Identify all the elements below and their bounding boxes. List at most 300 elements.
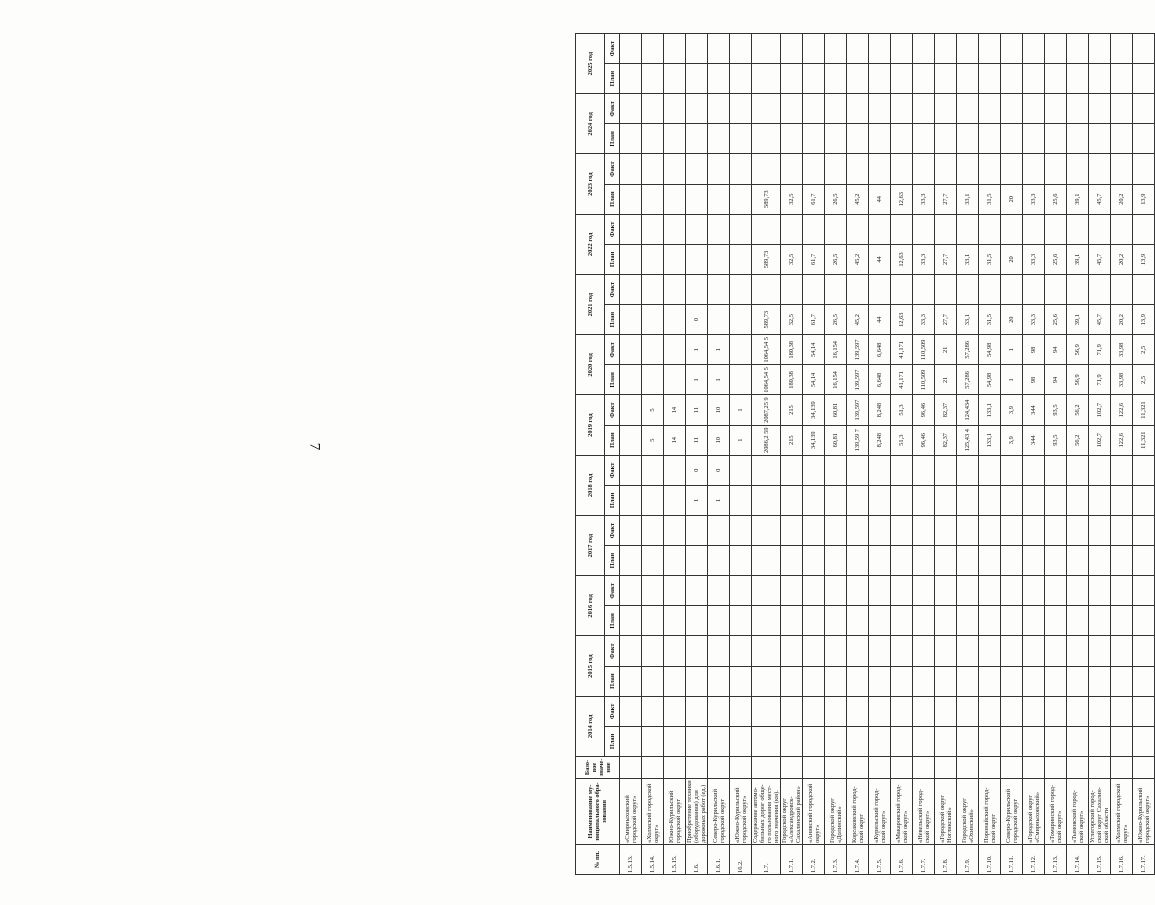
cell-2014-plan [686,726,708,756]
cell-2025-fact [620,34,642,64]
cell-2015-plan [730,666,752,696]
cell-2014-fact [869,696,891,726]
cell-2016-plan [1067,606,1089,636]
cell-2019-plan: 1 [730,425,752,455]
cell-2017-fact [708,516,730,546]
cell-2018-fact: 0 [708,455,730,485]
header-fact: Факт [605,94,620,124]
cell-2017-plan [781,546,803,576]
cell-2015-fact [686,636,708,666]
cell-2022-fact [642,214,664,244]
cell-2018-plan [847,485,869,515]
cell-2017-fact [730,516,752,546]
cell-2023-fact [781,154,803,184]
cell-2024-plan [1023,124,1045,154]
cell-2018-fact [781,455,803,485]
cell-2014-fact [957,696,979,726]
cell-2019-plan: 215 [781,425,803,455]
row-number: 1.6. [686,845,708,875]
cell-2015-plan [803,666,825,696]
row-name: Северо-Курильский городской округ [708,779,730,845]
cell-2015-fact [957,636,979,666]
cell-2023-plan: 45,7 [1089,184,1111,214]
cell-2020-plan: 71,9 [1089,365,1111,395]
cell-2019-plan: 5 [642,425,664,455]
cell-2023-plan [730,184,752,214]
cell-2016-fact [957,576,979,606]
cell-2024-fact [620,94,642,124]
cell-2014-fact [1133,696,1155,726]
table-row [708,34,730,875]
cell-2018-plan [1111,485,1133,515]
cell-2017-plan [1133,546,1155,576]
cell-2019-fact: 5 [642,395,664,425]
row-number: 1.7.13. [1045,845,1067,875]
cell-2015-plan [913,666,935,696]
cell-2025-plan [803,64,825,94]
cell-2019-fact: 133,1 [979,395,1001,425]
cell-2025-plan [913,64,935,94]
cell-2024-fact [664,94,686,124]
cell-2017-plan [752,546,781,576]
cell-2020-fact: 94 [1045,335,1067,365]
cell-2024-fact [1001,94,1023,124]
cell-2023-fact [686,154,708,184]
cell-2021-fact [1089,275,1111,305]
cell-2019-plan: 11,321 [1133,425,1155,455]
cell-2020-plan [730,365,752,395]
cell-2024-plan [891,124,913,154]
row-name: «Смирныховский городской округ» [620,779,642,845]
row-base [1111,757,1133,779]
cell-2015-plan [752,666,781,696]
row-base [642,757,664,779]
row-number: 1.7.5. [869,845,891,875]
cell-2023-fact [1133,154,1155,184]
header-plan: План [605,305,620,335]
cell-2016-fact [847,576,869,606]
cell-2020-fact: 98 [1023,335,1045,365]
cell-2019-fact: 124,434 [957,395,979,425]
table-row [730,34,752,875]
row-name: Северо-Курильский городской округ [1001,779,1023,845]
cell-2019-fact: 60,81 [825,395,847,425]
cell-2024-plan [1089,124,1111,154]
row-name: «Тымовский город-ской округ» [1067,779,1089,845]
cell-2016-plan [730,606,752,636]
row-name: Поронайский город-ской округ [979,779,1001,845]
cell-2025-fact [781,34,803,64]
row-number: 1.7.17. [1133,845,1155,875]
cell-2020-plan: 1 [708,365,730,395]
cell-2015-fact [730,636,752,666]
cell-2020-plan: 1 [686,365,708,395]
cell-2015-fact [891,636,913,666]
cell-2021-plan: 0 [686,305,708,335]
cell-2022-plan: 589,73 [752,244,781,274]
row-name: «Макаровский город-ской округ» [891,779,913,845]
cell-2022-fact [752,214,781,244]
cell-2020-fact: 139,597 [847,335,869,365]
cell-2016-fact [1023,576,1045,606]
cell-2021-fact [620,275,642,305]
cell-2022-plan [708,244,730,274]
cell-2023-fact [708,154,730,184]
cell-2024-fact [1023,94,1045,124]
cell-2017-plan [1045,546,1067,576]
row-name: Южно-Курильский городской округ [664,779,686,845]
cell-2016-fact [825,576,847,606]
cell-2019-fact: 14 [664,395,686,425]
cell-2019-fact: 102,7 [1089,395,1111,425]
cell-2015-fact [847,636,869,666]
cell-2024-plan [708,124,730,154]
cell-2020-fact: 1 [686,335,708,365]
cell-2024-plan [1133,124,1155,154]
cell-2023-plan [686,184,708,214]
cell-2024-fact [1111,94,1133,124]
cell-2023-plan: 31,5 [979,184,1001,214]
cell-2023-fact [1089,154,1111,184]
cell-2021-plan [620,305,642,335]
cell-2022-plan: 20,2 [1111,244,1133,274]
cell-2016-plan [979,606,1001,636]
cell-2022-plan [620,244,642,274]
cell-2025-fact [979,34,1001,64]
cell-2023-fact [803,154,825,184]
cell-2014-fact [1067,696,1089,726]
cell-2022-fact [1089,214,1111,244]
indicators-table [575,33,1155,875]
cell-2022-plan: 12,63 [891,244,913,274]
table-row [957,34,979,875]
cell-2014-fact [664,696,686,726]
cell-2021-fact [664,275,686,305]
cell-2014-fact [847,696,869,726]
header-fact: Факт [605,696,620,726]
cell-2021-plan: 39,1 [1067,305,1089,335]
cell-2021-plan: 33,1 [957,305,979,335]
cell-2018-plan [1067,485,1089,515]
cell-2016-plan [1111,606,1133,636]
cell-2016-fact [781,576,803,606]
cell-2017-fact [979,516,1001,546]
cell-2018-fact [913,455,935,485]
row-base [752,757,781,779]
header-year: 2017 год [576,516,605,576]
cell-2022-plan [730,244,752,274]
cell-2023-plan [642,184,664,214]
row-base [935,757,957,779]
cell-2020-fact: 57,286 [957,335,979,365]
cell-2022-plan [664,244,686,274]
cell-2024-fact [847,94,869,124]
cell-2023-fact [1067,154,1089,184]
header-name: Наименование му-ниципального обра-зования [576,779,620,845]
table-row [979,34,1001,875]
cell-2019-plan: 60,81 [825,425,847,455]
cell-2014-plan [979,726,1001,756]
cell-2022-fact [913,214,935,244]
cell-2023-plan: 20,2 [1111,184,1133,214]
cell-2014-plan [1023,726,1045,756]
cell-2021-fact [869,275,891,305]
cell-2020-plan: 180,38 [781,365,803,395]
cell-2023-fact [1045,154,1067,184]
row-number: 1.6.1. [708,845,730,875]
cell-2019-fact: 51,3 [891,395,913,425]
table-row [1111,34,1133,875]
cell-2019-plan: 2086,2 59 [752,425,781,455]
cell-2021-fact [1111,275,1133,305]
cell-2024-fact [1089,94,1111,124]
table-row [620,34,642,875]
rotated-table-container [575,33,1151,875]
cell-2025-plan [752,64,781,94]
cell-2017-plan [825,546,847,576]
cell-2025-plan [847,64,869,94]
table-row [913,34,935,875]
cell-2019-plan: 51,3 [891,425,913,455]
cell-2017-plan [847,546,869,576]
cell-2015-fact [803,636,825,666]
cell-2025-fact [686,34,708,64]
cell-2024-plan [1045,124,1067,154]
cell-2019-plan: 3,9 [1001,425,1023,455]
header-plan: План [605,244,620,274]
cell-2020-fact: 110,509 [913,335,935,365]
row-name: «Холмский городской округ» [642,779,664,845]
cell-2015-plan [781,666,803,696]
cell-2020-plan [642,365,664,395]
cell-2025-plan [620,64,642,94]
cell-2018-fact [664,455,686,485]
cell-2025-fact [1089,34,1111,64]
cell-2018-fact [1067,455,1089,485]
cell-2021-plan: 25,6 [1045,305,1067,335]
cell-2017-plan [730,546,752,576]
row-name: Корсаковский город-ской округ [847,779,869,845]
cell-2014-fact [752,696,781,726]
cell-2018-plan [781,485,803,515]
cell-2021-fact [847,275,869,305]
cell-2023-plan: 32,5 [781,184,803,214]
row-name: «Томаринский город-ской округ» [1045,779,1067,845]
cell-2019-plan: 14 [664,425,686,455]
cell-2021-plan: 33,3 [913,305,935,335]
cell-2019-plan: 82,37 [935,425,957,455]
cell-2024-plan [913,124,935,154]
cell-2017-fact [1001,516,1023,546]
cell-2023-fact [1001,154,1023,184]
cell-2025-fact [708,34,730,64]
cell-2016-fact [891,576,913,606]
cell-2022-fact [825,214,847,244]
cell-2023-fact [979,154,1001,184]
cell-2021-fact [957,275,979,305]
cell-2024-plan [1001,124,1023,154]
table-row [1023,34,1045,875]
cell-2022-fact [1067,214,1089,244]
table-row [686,34,708,875]
cell-2025-plan [957,64,979,94]
cell-2021-plan: 44 [869,305,891,335]
cell-2014-fact [642,696,664,726]
header-fact: Факт [605,154,620,184]
cell-2016-plan [891,606,913,636]
row-number: 1.7.1. [781,845,803,875]
cell-2014-plan [752,726,781,756]
cell-2023-plan: 61,7 [803,184,825,214]
cell-2024-plan [620,124,642,154]
cell-2016-plan [825,606,847,636]
cell-2018-plan [664,485,686,515]
cell-2014-plan [708,726,730,756]
cell-2017-fact [1133,516,1155,546]
row-number: 1.7.2. [803,845,825,875]
cell-2022-fact [1023,214,1045,244]
cell-2014-plan [913,726,935,756]
header-fact: Факт [605,576,620,606]
table-row [847,34,869,875]
cell-2022-fact [1045,214,1067,244]
cell-2020-fact: 1 [708,335,730,365]
cell-2016-fact [1089,576,1111,606]
table-row [752,34,781,875]
cell-2022-fact [730,214,752,244]
header-plan: План [605,726,620,756]
cell-2020-plan: 98 [1023,365,1045,395]
cell-2019-fact: 139,597 [847,395,869,425]
cell-2018-plan [825,485,847,515]
cell-2024-fact [686,94,708,124]
row-name: «Курильский город-ской округ» [869,779,891,845]
cell-2021-plan: 61,7 [803,305,825,335]
cell-2024-plan [803,124,825,154]
row-base [1067,757,1089,779]
header-fact: Факт [605,636,620,666]
cell-2022-plan [642,244,664,274]
cell-2024-fact [957,94,979,124]
cell-2022-fact [935,214,957,244]
cell-2021-fact [935,275,957,305]
cell-2015-fact [1001,636,1023,666]
header-year: 2023 год [576,154,605,214]
cell-2019-fact: 34,139 [803,395,825,425]
cell-2019-fact: 82,37 [935,395,957,425]
cell-2021-plan: 27,7 [935,305,957,335]
cell-2016-plan [1045,606,1067,636]
cell-2016-fact [642,576,664,606]
cell-2018-plan [1023,485,1045,515]
cell-2020-plan [620,365,642,395]
cell-2014-fact [979,696,1001,726]
cell-2019-plan: 96,46 [913,425,935,455]
cell-2014-fact [803,696,825,726]
cell-2016-fact [1045,576,1067,606]
cell-2024-fact [708,94,730,124]
header-year: 2020 год [576,335,605,395]
cell-2017-plan [913,546,935,576]
cell-2016-plan [781,606,803,636]
cell-2014-fact [825,696,847,726]
cell-2014-fact [708,696,730,726]
header-fact: Факт [605,214,620,244]
cell-2020-fact: 180,38 [781,335,803,365]
cell-2025-plan [781,64,803,94]
cell-2014-fact [1045,696,1067,726]
cell-2018-plan [869,485,891,515]
cell-2016-plan [686,606,708,636]
cell-2019-plan: 10 [708,425,730,455]
cell-2015-plan [891,666,913,696]
cell-2014-plan [1133,726,1155,756]
cell-2016-plan [642,606,664,636]
cell-2017-plan [957,546,979,576]
cell-2018-fact [825,455,847,485]
cell-2019-fact: 8,248 [869,395,891,425]
cell-2015-fact [642,636,664,666]
cell-2016-plan [913,606,935,636]
cell-2014-fact [781,696,803,726]
cell-2022-fact [664,214,686,244]
cell-2023-plan: 33,3 [1023,184,1045,214]
cell-2021-plan: 45,2 [847,305,869,335]
cell-2020-fact: 2,5 [1133,335,1155,365]
header-plan: План [605,666,620,696]
cell-2016-fact [979,576,1001,606]
cell-2014-fact [935,696,957,726]
row-base [847,757,869,779]
cell-2022-fact [957,214,979,244]
cell-2021-fact [825,275,847,305]
cell-2024-fact [869,94,891,124]
header-plan: План [605,485,620,515]
table-header [576,34,620,875]
cell-2014-plan [1067,726,1089,756]
row-base [1045,757,1067,779]
table-row [1001,34,1023,875]
cell-2019-fact: 10 [708,395,730,425]
table-row [1045,34,1067,875]
cell-2023-fact [913,154,935,184]
cell-2020-fact [664,335,686,365]
cell-2019-fact: 122,6 [1111,395,1133,425]
cell-2018-fact [642,455,664,485]
cell-2020-fact [642,335,664,365]
header-year: 2018 год [576,455,605,515]
cell-2021-fact [891,275,913,305]
cell-2024-plan [781,124,803,154]
cell-2017-plan [869,546,891,576]
header-plan: План [605,184,620,214]
cell-2017-fact [869,516,891,546]
cell-2021-fact [708,275,730,305]
cell-2021-fact [979,275,1001,305]
cell-2022-plan: 33,1 [957,244,979,274]
cell-2025-plan [642,64,664,94]
cell-2024-fact [891,94,913,124]
cell-2022-plan: 45,2 [847,244,869,274]
row-number: 1.7.3. [825,845,847,875]
cell-2025-fact [752,34,781,64]
cell-2018-fact [803,455,825,485]
header-fact: Факт [605,335,620,365]
cell-2024-plan [1067,124,1089,154]
cell-2025-plan [825,64,847,94]
cell-2020-plan: 54,14 [803,365,825,395]
cell-2020-plan: 16,154 [825,365,847,395]
